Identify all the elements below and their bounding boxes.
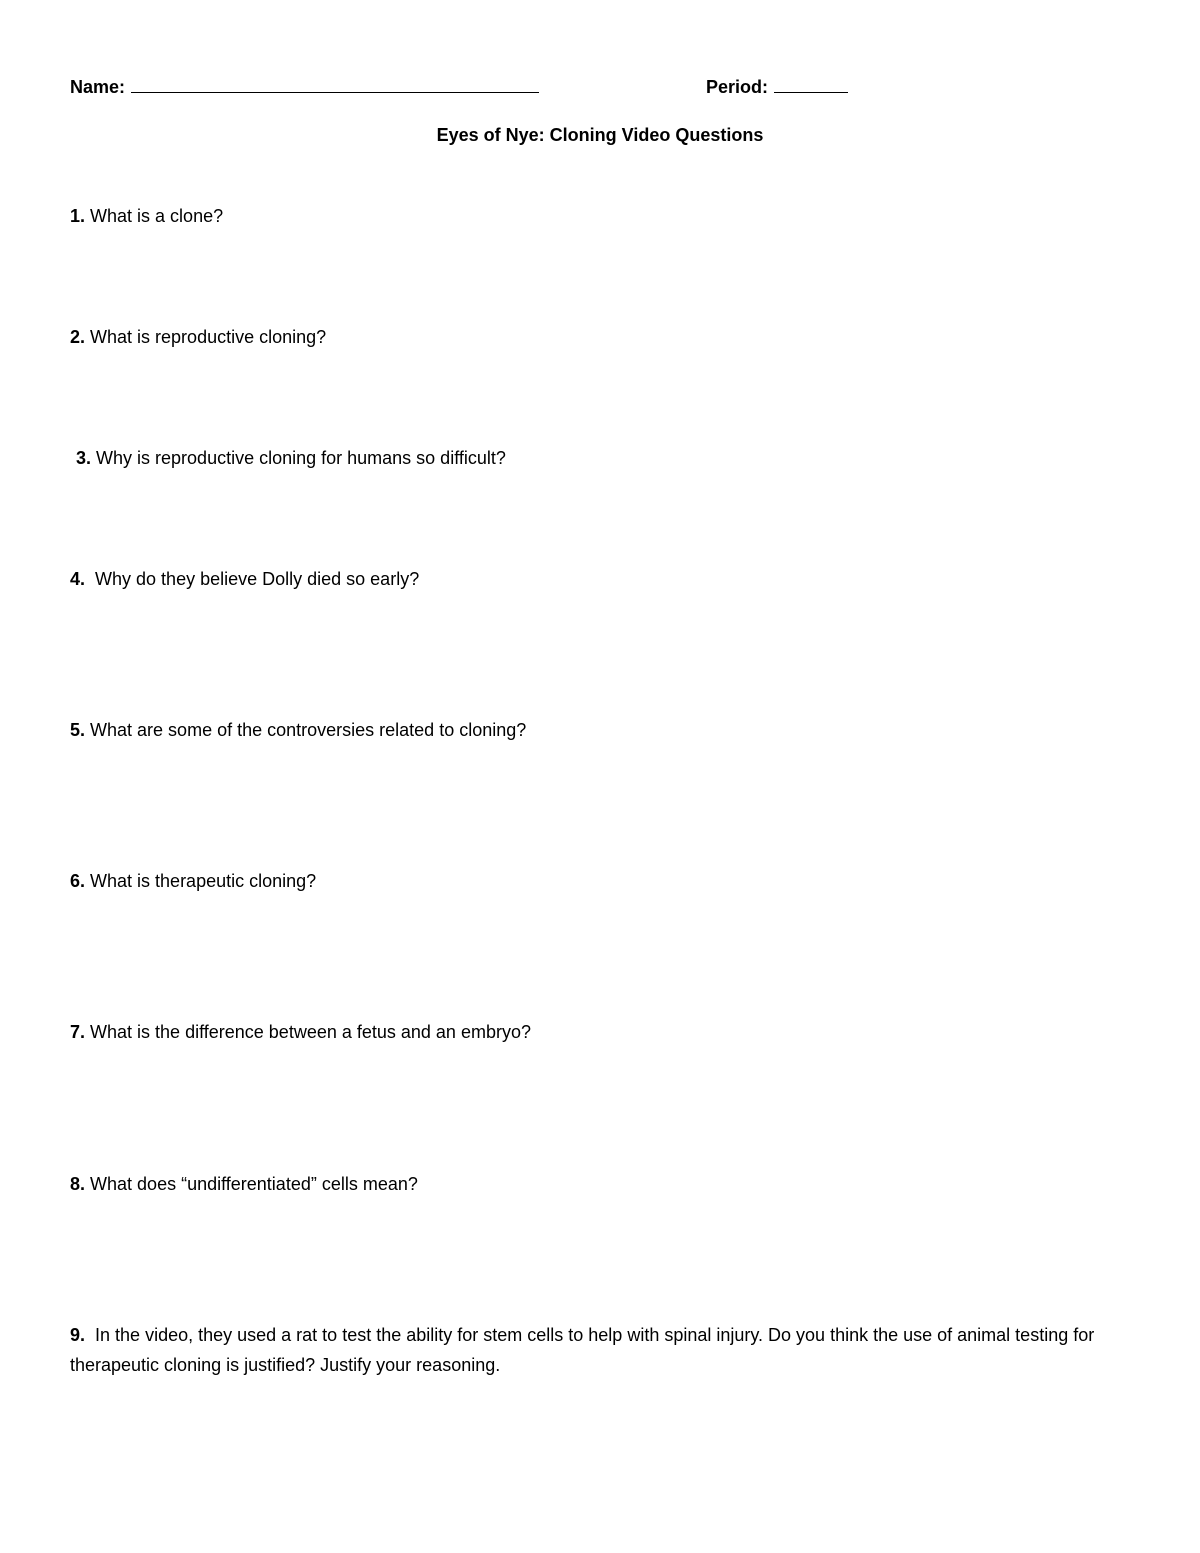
question-6 (70, 866, 1130, 896)
name-label: Name: (70, 77, 126, 97)
question-text: What is reproductive cloning? (90, 327, 327, 347)
question-7 (70, 1017, 1130, 1047)
period-label: Period: (706, 77, 769, 97)
question-number: 5. (70, 720, 86, 740)
question-text: In the video, they used a rat to test the ability for stem cells to help with spinal injury. Do you think the use of animal testing for therapeutic cloning is justified? Justify your reasoning. (70, 1325, 1095, 1375)
question-9 (70, 1320, 1130, 1380)
worksheet-title: Eyes of Nye: Cloning Video Questions (436, 125, 764, 145)
question-number: 3. (76, 448, 92, 468)
question-text: Why is reproductive cloning for humans so difficult? (96, 448, 506, 468)
question-text: What is therapeutic cloning? (90, 871, 317, 891)
question-number: 2. (70, 327, 86, 347)
question-2 (70, 322, 1130, 352)
question-number: 1. (70, 206, 86, 226)
question-text: What are some of the controversies related to cloning? (90, 720, 527, 740)
question-number: 9. (70, 1325, 86, 1345)
question-number: 4. (70, 569, 86, 589)
question-text: What is the difference between a fetus and an embryo? (90, 1022, 531, 1042)
question-3 (76, 443, 1136, 473)
question-number: 6. (70, 871, 86, 891)
question-number: 8. (70, 1174, 86, 1194)
question-text: Why do they believe Dolly died so early? (95, 569, 420, 589)
question-4 (70, 564, 1130, 594)
header-row (70, 72, 1130, 100)
name-blank-line (131, 72, 539, 93)
question-text: What is a clone? (90, 206, 224, 226)
period-blank-line (774, 72, 848, 93)
question-1 (70, 201, 1130, 231)
period-field (706, 72, 848, 101)
question-5 (70, 715, 1130, 745)
question-text: What does “undifferentiated” cells mean? (90, 1174, 418, 1194)
name-field (70, 72, 539, 101)
question-8 (70, 1169, 1130, 1199)
question-number: 7. (70, 1022, 86, 1042)
